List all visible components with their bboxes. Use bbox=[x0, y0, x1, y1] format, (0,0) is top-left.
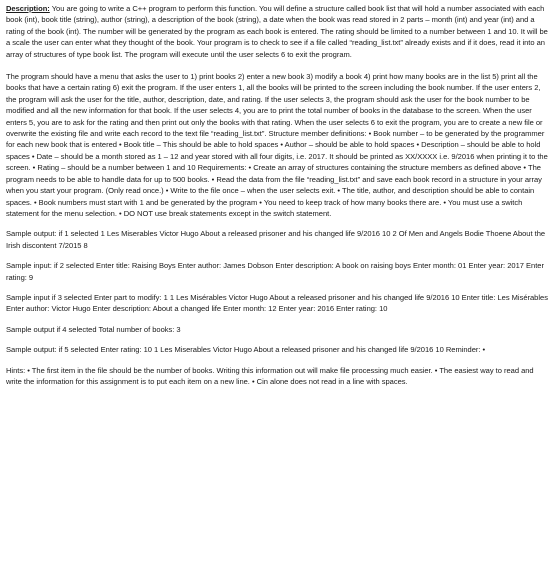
hints-paragraph: Hints: • The first item in the file should be the number of books. Writing this information out will make file processing much easier. • The easiest way to read and write the information for this assignment is to put each item on a new line. • Cin alone does not read in a line with spaces. bbox=[6, 365, 534, 386]
description-heading: Description: bbox=[6, 4, 50, 13]
sample-input-option-2: Sample input: if 2 selected Enter title: Raising Boys Enter author: James Dobson Enter description: A book on raising boys Enter month: 01 Enter year: 2017 Enter rating: 9 bbox=[6, 261, 544, 282]
description-paragraph bbox=[6, 3, 550, 60]
sample-output-option-4: Sample output if 4 selected Total number of books: 3 bbox=[6, 324, 181, 334]
sample-output-option-1: Sample output: if 1 selected 1 Les Miserables Victor Hugo About a released prisoner and his changed life 9/2016 10 2 Of Men and Angels Bodie Thoene About the Irish discontent 7/2015 8 bbox=[6, 229, 546, 250]
description-text: You are going to write a C++ program to perform this function. You will define a structure called book list that will hold a number associated with each book (int), book title (string), author (string), a description of the book (string), a date when the book was read stored in 2 parts – month (int) and year (int) and a rating of the book (int). The number will be generated by the program as each book is entered. The rating should be limited to a number between 1 and 10. It will be a scale the user can enter what they thought of the book. Your program is to check to see if a file called “reading_list.txt” already exists and if it does, read it into an array of structures of type book list. The program will execute until the user selects 6 to exit the program. bbox=[6, 4, 548, 59]
menu-requirements-paragraph: The program should have a menu that asks the user to 1) print books 2) enter a new book 3) modify a book 4) print how many books are in the list 5) print all the books that have a certain rating 6) exit the program. If the user enters 1, all the books will be printed to the screen including the book number. If the user enters 2, the program will ask the user for the title, author, description, date, and rating. If the user selects 3, the program should ask the user for the book number to be modified and all the new information for that book. If the user selects 4, you are to print the total number of books in the database to the screen. When the user enters 5, you are to ask for the rating and then print out only the books with that rating. When the user selects 6 to exit the program, you are to create a new file or overwrite the existing file and write each record to the text file “reading_list.txt”. Structure member definitions: • Book number – to be generated by the programmer for each new book that is entered • Book title – This should be able to hold spaces • Author – should be able to hold spaces • Description – should be able to hold spaces • Date – should be a month stored as 1 – 12 and year stored with all four digits, i.e. 2017. It should be printed as XX/XXXX i.e. 9/2016 when printing it to the screen. • Rating – should be a number between 1 and 10 Requirements: • Create an array of structures containing the structure members as defined above • The program needs to be able to handle data for up to 500 books. • Read the data from the file “reading_list.txt” and save each book record in a structure in your array when you start your program. (Only read once.) • Write to the file once – when the user selects exit. • The title, author, and description should be able to contain spaces. • Book numbers must start with 1 and be generated by the program • You need to keep track of how many books there are. • You must use a switch statement for the menu selection. • DO NOT use break statements except in the switch statement. bbox=[6, 72, 548, 218]
sample-output-option-5: Sample output: if 5 selected Enter rating: 10 1 Les Miserables Victor Hugo About a released prisoner and his changed life 9/2016 10 Reminder: • bbox=[6, 345, 486, 355]
sample-input-option-3: Sample input if 3 selected Enter part to modify: 1 1 Les Misérables Victor Hugo About a released prisoner and his changed life 9/2016 10 Enter title: Les Misérables Enter author: Victor Hugo Enter description: About a changed life Enter month: 12 Enter year: 2016 Enter rating: 10 bbox=[6, 292, 548, 314]
